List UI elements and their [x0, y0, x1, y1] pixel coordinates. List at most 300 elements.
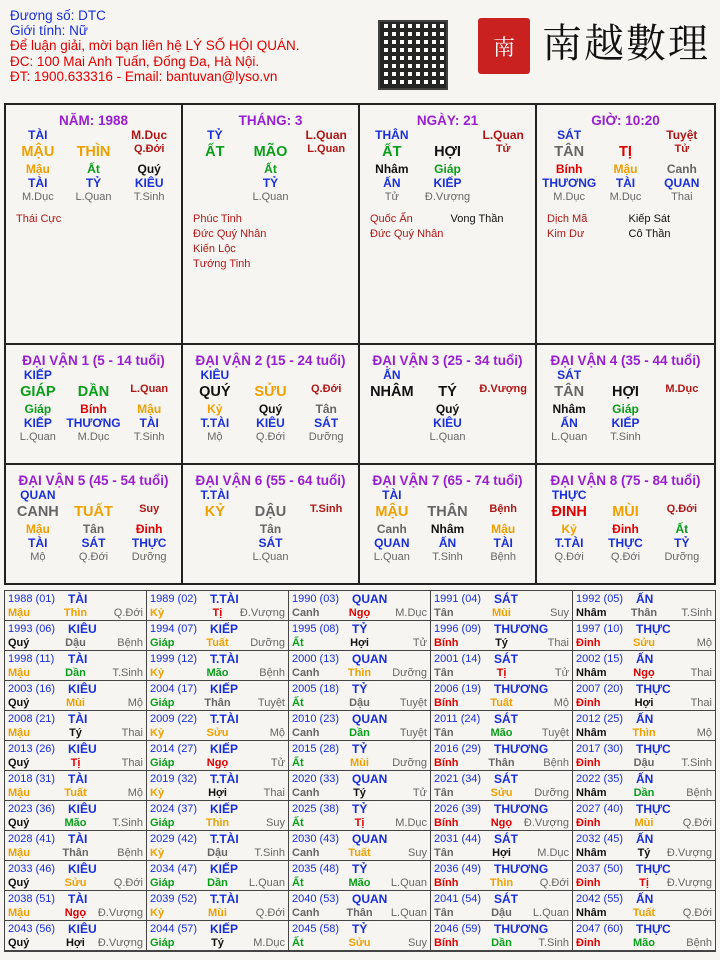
year-bottom	[434, 666, 569, 680]
year-bottom	[292, 666, 427, 680]
year-stem: Canh	[292, 907, 320, 919]
hid-item	[187, 522, 243, 536]
year-branch: Tị	[496, 667, 507, 679]
hid2-item: ẤN	[383, 176, 401, 190]
can-item: GIÁP	[20, 384, 56, 400]
year-stage: Thai	[690, 697, 712, 709]
year-top	[576, 652, 712, 666]
year-stage: L.Quan	[390, 877, 427, 889]
hid-line	[10, 162, 177, 176]
cell-heading: ĐẠI VẬN 7 (65 - 74 tuổi)	[372, 473, 523, 488]
year-cell	[289, 621, 431, 651]
year-bottom	[576, 666, 712, 680]
year-bottom	[8, 936, 143, 950]
year-top	[434, 742, 569, 756]
year-top	[150, 742, 285, 756]
year-god: T.TÀI	[210, 712, 239, 726]
top-line	[364, 128, 531, 142]
can-item: TÂN	[554, 384, 585, 400]
hid-item: Tân	[259, 522, 282, 536]
year-god: QUAN	[352, 592, 388, 606]
hid-line	[187, 522, 354, 536]
hid2-item: THỰC	[131, 536, 167, 550]
year-label: 2037 (50)	[576, 863, 624, 875]
year-god: KIÊU	[68, 622, 97, 636]
year-branch: Mùi	[634, 817, 654, 829]
year-top	[434, 652, 569, 666]
year-bottom	[150, 666, 285, 680]
top-item: SÁT	[557, 128, 582, 142]
year-bottom	[434, 906, 569, 920]
four-pillars-row	[6, 105, 714, 345]
can-item: HỢI	[434, 144, 461, 160]
year-stem: Tân	[434, 607, 454, 619]
year-branch: Thìn	[632, 727, 656, 739]
year-stem: Nhâm	[576, 787, 607, 799]
year-top	[150, 892, 285, 906]
life-item: L.Quan	[252, 191, 289, 203]
year-cell	[431, 831, 573, 861]
hid-item: Kỷ	[561, 522, 577, 536]
top-item: L.Quan	[482, 128, 524, 142]
year-god: ẤN	[636, 712, 654, 726]
year-top	[8, 862, 143, 876]
year-top	[434, 682, 569, 696]
year-stage: Dưỡng	[392, 667, 427, 679]
hid2-line	[187, 416, 354, 430]
hid2-line	[10, 536, 177, 550]
year-stage: Dưỡng	[250, 637, 285, 649]
year-god: THƯƠNG	[494, 802, 549, 816]
stars-right	[451, 212, 532, 242]
life-item: Mộ	[30, 551, 46, 563]
year-stage: Bệnh	[686, 937, 712, 949]
dai-van-cell	[360, 345, 537, 463]
hid-item: Kỷ	[207, 402, 223, 416]
top-item: THỰC	[551, 488, 587, 502]
top-item: ẤN	[383, 368, 401, 382]
life-item	[364, 430, 420, 444]
year-branch: Mão	[490, 727, 513, 739]
hid-item: Mậu	[613, 162, 638, 176]
year-cell	[147, 801, 289, 831]
year-stem: Ất	[292, 817, 304, 829]
hid2-item: KIÊU	[134, 176, 164, 190]
year-top	[292, 892, 427, 906]
hid2-item	[298, 176, 354, 190]
life-item	[298, 550, 354, 564]
cell-heading: ĐẠI VẬN 6 (55 - 64 tuổi)	[195, 473, 346, 488]
hid2-line	[187, 176, 354, 190]
year-stage: Thai	[547, 637, 569, 649]
dai-van-cell	[183, 345, 360, 463]
year-cell	[573, 771, 715, 801]
gender: Giới tính: Nữ	[10, 23, 88, 39]
year-top	[576, 742, 712, 756]
can-item: HỢI	[612, 384, 639, 400]
year-god: SÁT	[494, 652, 518, 666]
year-branch: Thân	[630, 607, 658, 619]
year-cell	[573, 891, 715, 921]
life-item: Đ.Vượng	[424, 191, 471, 203]
can-item: TÝ	[438, 384, 457, 400]
year-top	[292, 742, 427, 756]
year-stem: Mậu	[8, 727, 30, 739]
year-top	[434, 772, 569, 786]
year-label: 2004 (17)	[150, 683, 198, 695]
year-top	[576, 862, 712, 876]
year-top	[576, 832, 712, 846]
year-branch: Hợi	[634, 697, 654, 709]
year-bottom	[434, 756, 569, 770]
hid-line	[187, 162, 354, 176]
year-stage: Tuyệt	[541, 727, 569, 739]
year-god: KIẾP	[210, 682, 239, 696]
year-top	[292, 682, 427, 696]
year-top	[576, 802, 712, 816]
year-top	[150, 682, 285, 696]
year-stage: T.Sinh	[112, 667, 143, 679]
year-cell	[573, 861, 715, 891]
star-item: Cô Thần	[628, 228, 671, 240]
special-stars	[10, 212, 177, 227]
hid2-line	[541, 536, 710, 550]
year-top	[8, 832, 143, 846]
cell-heading: NĂM: 1988	[58, 113, 129, 128]
year-branch: Tị	[354, 817, 365, 829]
year-branch: Ngọ	[490, 817, 513, 829]
year-top	[150, 922, 285, 936]
can-line	[187, 142, 354, 162]
year-label: 2039 (52)	[150, 893, 198, 905]
year-stage: Tử	[554, 667, 569, 679]
stars-right	[97, 212, 178, 227]
year-label: 1994 (07)	[150, 623, 198, 635]
hid-item: Nhâm	[430, 522, 465, 536]
year-stage: T.Sinh	[538, 937, 569, 949]
year-label: 2045 (58)	[292, 923, 340, 935]
year-top	[8, 682, 143, 696]
year-bottom	[576, 936, 712, 950]
star-item: Kim Dư	[547, 228, 585, 240]
life-item: L.Quan	[252, 551, 289, 563]
can-line	[364, 382, 531, 402]
year-top	[150, 712, 285, 726]
year-label: 2029 (42)	[150, 833, 198, 845]
year-label: 2001 (14)	[434, 653, 482, 665]
cell-heading: ĐẠI VẬN 8 (75 - 84 tuổi)	[550, 473, 701, 488]
life-item: L.Quan	[75, 191, 112, 203]
can-item: KỶ	[204, 504, 225, 520]
hid-item: Bính	[555, 162, 583, 176]
year-god: KIẾP	[210, 862, 239, 876]
star-item: Kiếp Sát	[628, 213, 671, 225]
year-cell	[5, 591, 147, 621]
year-god: SÁT	[494, 772, 518, 786]
hid-line	[10, 522, 177, 536]
year-cell	[431, 711, 573, 741]
year-god: THƯƠNG	[494, 922, 549, 936]
year-branch: Ngọ	[633, 667, 655, 679]
cell-heading: ĐẠI VẬN 4 (35 - 44 tuổi)	[550, 353, 701, 368]
hid-item	[298, 162, 354, 176]
hid2-line	[541, 176, 710, 190]
year-label: 2040 (53)	[292, 893, 340, 905]
year-top	[292, 652, 427, 666]
qr-code-icon[interactable]	[378, 20, 448, 90]
year-god: THƯƠNG	[494, 862, 549, 876]
year-cell	[5, 621, 147, 651]
year-cell	[573, 711, 715, 741]
hid-item	[654, 402, 710, 416]
year-stem: Canh	[292, 607, 320, 619]
life-item: Thai	[671, 191, 693, 203]
year-cell	[289, 861, 431, 891]
year-branch: Tị	[639, 877, 649, 889]
year-label: 2023 (36)	[8, 803, 56, 815]
year-god: KIẾP	[210, 742, 239, 756]
star-item: Tướng Tinh	[193, 258, 251, 270]
hid-item: Quý	[137, 162, 161, 176]
can-item: TÂN	[554, 144, 585, 160]
year-stage: Mộ	[127, 787, 143, 799]
top-item	[243, 368, 299, 382]
life-item: L.Quan	[551, 431, 588, 443]
hid-item: Giáp	[434, 162, 461, 176]
year-stem: Bính	[434, 697, 459, 709]
hid2-item: KIẾP	[433, 176, 462, 190]
year-branch: Ngọ	[206, 757, 229, 769]
pillar-cell	[6, 105, 183, 343]
year-bottom	[292, 606, 427, 620]
star-item: Kiến Lộc	[193, 243, 236, 255]
year-cell	[147, 681, 289, 711]
pillar-cell	[537, 105, 714, 343]
life-line	[364, 190, 531, 204]
year-stem: Đinh	[576, 697, 601, 709]
year-bottom	[8, 846, 143, 860]
hid-item: Đinh	[612, 522, 639, 536]
can-item: Q.Đới	[666, 503, 698, 515]
hid2-item: SÁT	[314, 416, 339, 430]
year-stage: Mộ	[127, 697, 143, 709]
year-branch: Mùi	[66, 697, 85, 709]
hid2-item: THƯƠNG	[542, 176, 597, 190]
hid2-line	[364, 536, 531, 550]
year-bottom	[292, 696, 427, 710]
life-line	[187, 190, 354, 204]
life-line	[364, 430, 531, 444]
hid-item	[475, 162, 531, 176]
year-cell	[147, 771, 289, 801]
year-bottom	[292, 756, 427, 770]
year-top	[576, 772, 712, 786]
year-label: 2025 (38)	[292, 803, 340, 815]
year-label: 1997 (10)	[576, 623, 624, 635]
year-stem: Kỷ	[150, 727, 165, 739]
year-top	[8, 652, 143, 666]
hid-line	[541, 162, 710, 176]
year-branch: Sửu	[490, 787, 513, 799]
can-item: Tử	[674, 143, 690, 155]
year-god: THƯƠNG	[494, 682, 549, 696]
year-label: 1999 (12)	[150, 653, 198, 665]
star-item: Quốc Ấn	[370, 213, 413, 225]
year-cell	[573, 741, 715, 771]
year-branch: Dậu	[633, 757, 655, 769]
can-item: QUÝ	[199, 384, 231, 400]
year-god: QUAN	[352, 712, 388, 726]
year-label: 1992 (05)	[576, 593, 624, 605]
can-item: ẤT	[205, 144, 225, 160]
year-top	[8, 892, 143, 906]
year-god: KIÊU	[68, 862, 97, 876]
year-top	[434, 892, 569, 906]
hid-item	[298, 522, 354, 536]
year-cell	[573, 651, 715, 681]
can-item: TỊ	[619, 144, 632, 160]
year-branch: Mùi	[492, 607, 511, 619]
year-stage: Đ.Vượng	[523, 817, 569, 829]
life-item: T.Sinh	[610, 431, 641, 443]
year-top	[434, 592, 569, 606]
year-cell	[289, 711, 431, 741]
can-item: MÃO	[253, 144, 288, 160]
hid2-item: KIÊU	[256, 416, 285, 430]
year-branch: Tý	[637, 847, 651, 859]
top-item	[597, 368, 653, 382]
life-item: Dưỡng	[664, 551, 700, 563]
year-cell	[5, 921, 147, 951]
year-god: SÁT	[494, 892, 518, 906]
top-item: SÁT	[557, 368, 582, 382]
hid2-line	[10, 176, 177, 190]
year-cell	[289, 771, 431, 801]
hid2-item	[364, 416, 420, 430]
year-branch: Dậu	[65, 637, 86, 649]
year-cell	[289, 681, 431, 711]
year-stage: Suy	[408, 937, 427, 949]
year-stem: Tân	[434, 847, 454, 859]
year-branch: Sửu	[632, 637, 655, 649]
year-top	[292, 802, 427, 816]
hid2-line	[364, 416, 531, 430]
top-item	[420, 488, 476, 502]
life-item: T.Sinh	[133, 191, 165, 203]
top-item: KIÊU	[200, 368, 230, 382]
year-stem: Nhâm	[576, 847, 607, 859]
dai-van-cell	[6, 345, 183, 463]
top-item	[654, 488, 710, 502]
year-cell	[147, 831, 289, 861]
year-god: ẤN	[636, 592, 654, 606]
hid-line	[364, 162, 531, 176]
year-bottom	[576, 726, 712, 740]
dai-van-row-1	[6, 345, 714, 465]
year-branch: Dần	[349, 727, 370, 739]
year-bottom	[150, 936, 285, 950]
year-stem: Tân	[434, 907, 454, 919]
year-branch: Dần	[491, 937, 512, 949]
year-top	[434, 622, 569, 636]
year-cell	[5, 861, 147, 891]
year-label: 1996 (09)	[434, 623, 482, 635]
year-label: 2024 (37)	[150, 803, 198, 815]
year-stage: Mộ	[553, 697, 569, 709]
year-label: 2031 (44)	[434, 833, 482, 845]
year-branch: Dần	[633, 787, 655, 799]
year-stage: T.Sinh	[681, 757, 712, 769]
year-bottom	[8, 876, 143, 890]
hid2-line	[187, 536, 354, 550]
top-item: TÀI	[382, 488, 402, 502]
year-top	[576, 592, 712, 606]
year-stage: Thai	[121, 757, 143, 769]
year-branch: Tị	[212, 607, 223, 619]
contact-line: Để luận giải, mời bạn liên hệ LÝ SỐ HỘI QUÁN.	[10, 38, 300, 54]
top-item	[475, 488, 531, 502]
year-top	[8, 592, 143, 606]
year-branch: Mão	[632, 937, 655, 949]
can-item: ĐINH	[551, 504, 587, 520]
year-top	[150, 592, 285, 606]
year-god: TỶ	[352, 802, 368, 816]
year-bottom	[434, 936, 569, 950]
year-label: 2011 (24)	[434, 713, 481, 725]
top-line	[10, 368, 177, 382]
year-label: 2046 (59)	[434, 923, 482, 935]
year-god: TÀI	[68, 712, 88, 726]
year-top	[292, 832, 427, 846]
year-label: 1989 (02)	[150, 593, 198, 605]
life-item: M.Dục	[609, 191, 642, 203]
year-stem: Bính	[434, 637, 459, 649]
hid2-item: T.TÀI	[200, 416, 230, 430]
hid2-item: ẤN	[560, 416, 578, 430]
life-line	[364, 550, 531, 564]
hid2-line	[364, 176, 531, 190]
hid-item: Mậu	[25, 522, 50, 536]
year-cell	[289, 891, 431, 921]
year-stem: Bính	[434, 757, 459, 769]
year-branch: Dần	[65, 667, 86, 679]
year-label: 2009 (22)	[150, 713, 198, 725]
year-stem: Đinh	[576, 637, 601, 649]
hid-line	[187, 402, 354, 416]
star-item: Đức Quý Nhân	[193, 228, 267, 240]
hid2-item: TÀI	[493, 536, 513, 550]
year-top	[8, 772, 143, 786]
top-line	[541, 128, 710, 142]
year-stage: Tử	[412, 787, 427, 799]
year-stem: Bính	[434, 937, 459, 949]
year-god: TÀI	[68, 832, 88, 846]
year-branch: Ngọ	[64, 907, 87, 919]
year-bottom	[150, 726, 285, 740]
year-cell	[5, 711, 147, 741]
year-label: 2020 (33)	[292, 773, 340, 785]
top-item: T.TÀI	[200, 488, 230, 502]
hid2-item: KIÊU	[433, 416, 462, 430]
cell-heading: ĐẠI VẬN 3 (25 - 34 tuổi)	[372, 353, 523, 368]
year-top	[150, 652, 285, 666]
hid-item: Mậu	[25, 162, 50, 176]
hid-item: Tân	[315, 402, 337, 416]
hid-item	[364, 402, 420, 416]
year-label: 2022 (35)	[576, 773, 624, 785]
year-cell	[573, 681, 715, 711]
year-god: THỰC	[636, 802, 671, 816]
